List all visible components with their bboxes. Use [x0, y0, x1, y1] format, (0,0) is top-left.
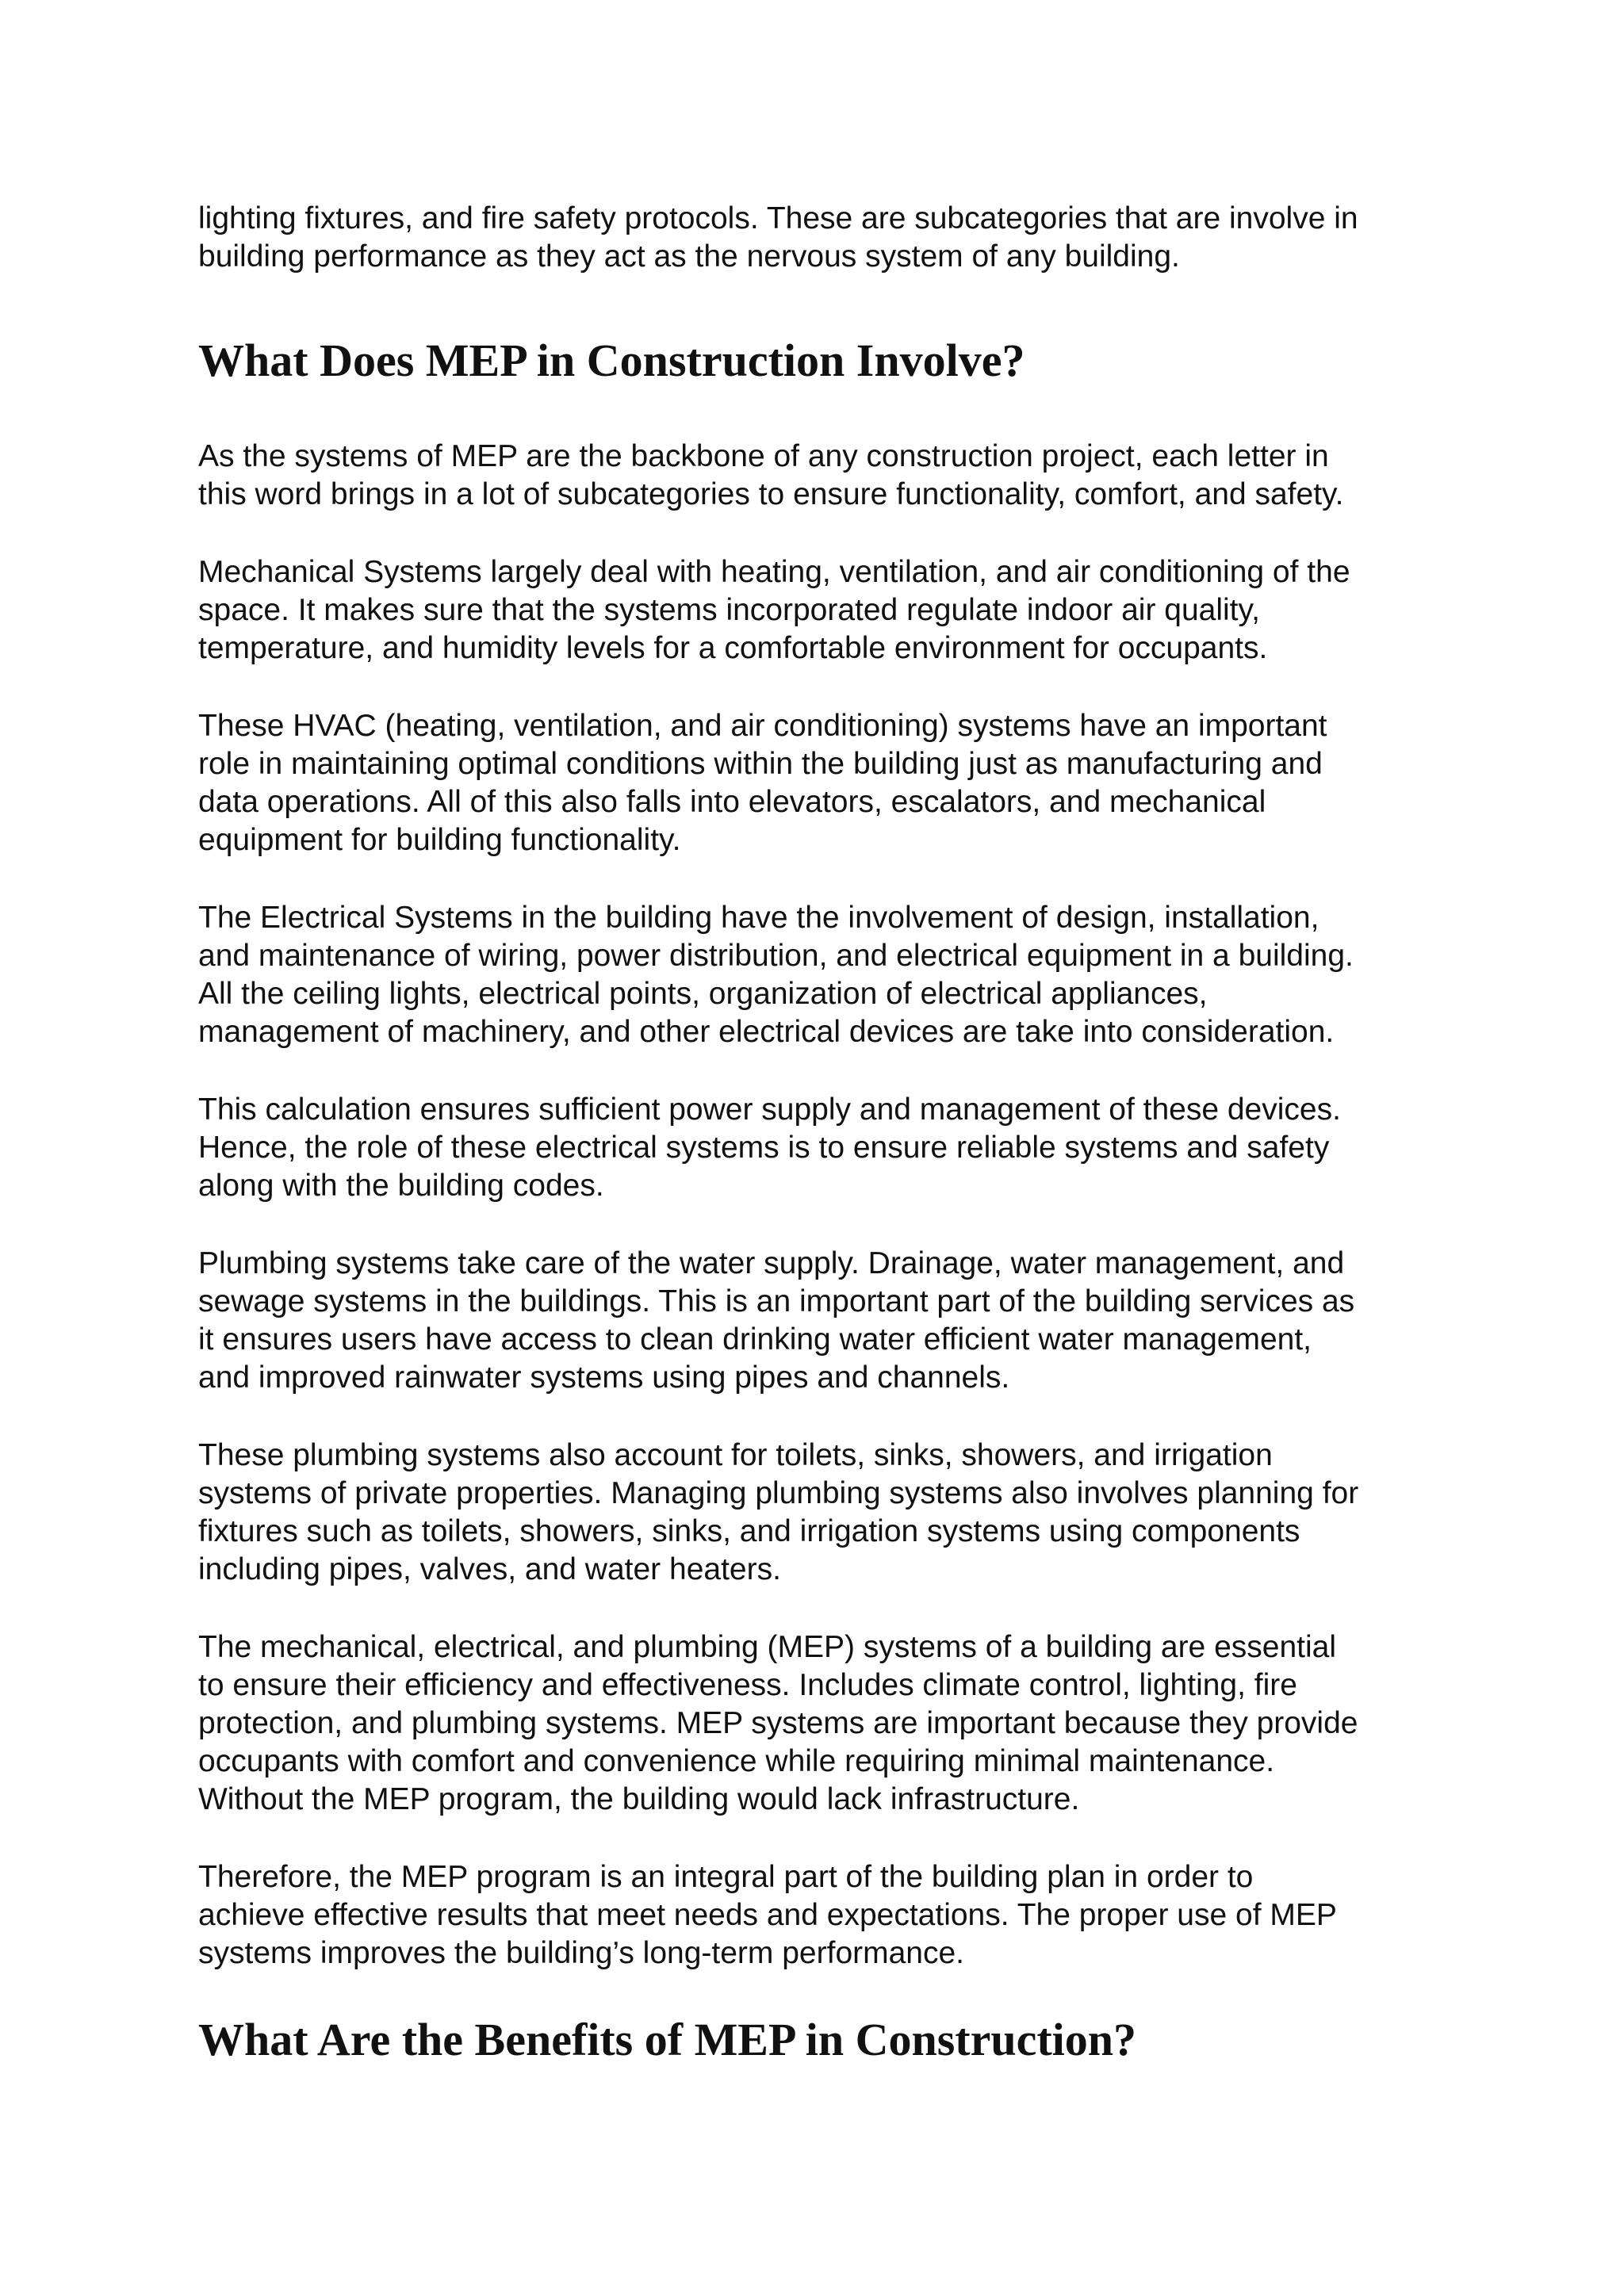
- text-line: along with the building codes.: [198, 1169, 604, 1203]
- text-line: it ensures users have access to clean drinking water efficient water management,: [198, 1322, 1312, 1357]
- text-line: to ensure their efficiency and effectiveness. Includes climate control, lighting, fire: [198, 1668, 1297, 1702]
- text-line: temperature, and humidity levels for a comfortable environment for occupants.: [198, 631, 1268, 665]
- paragraph-plumbing-fixtures: [198, 1437, 1451, 1589]
- paragraph-power-supply: [198, 1091, 1451, 1205]
- text-line: fixtures such as toilets, showers, sinks, and irrigation systems using components: [198, 1514, 1300, 1548]
- text-line: and improved rainwater systems using pipes and channels.: [198, 1360, 1010, 1395]
- text-line: All the ceiling lights, electrical points, organization of electrical appliances,: [198, 977, 1208, 1011]
- paragraph-electrical-systems: [198, 899, 1451, 1051]
- text-line: protection, and plumbing systems. MEP systems are important because they provide: [198, 1706, 1358, 1740]
- text-line: including pipes, valves, and water heaters.: [198, 1552, 781, 1586]
- text-line: occupants with comfort and convenience while requiring minimal maintenance.: [198, 1744, 1275, 1778]
- text-line: data operations. All of this also falls into elevators, escalators, and mechanical: [198, 785, 1266, 819]
- document-content: [198, 200, 1451, 2117]
- text-line: These HVAC (heating, ventilation, and air conditioning) systems have an important: [198, 709, 1327, 743]
- text-line: equipment for building functionality.: [198, 823, 681, 857]
- paragraph-plumbing-systems: [198, 1245, 1451, 1397]
- section-heading-mep-involve: What Does MEP in Construction Involve?: [198, 335, 1025, 386]
- intro-paragraph: [198, 200, 1451, 276]
- text-line: management of machinery, and other electrical devices are take into consideration.: [198, 1015, 1335, 1049]
- paragraph-mep-integral: [198, 1858, 1451, 1973]
- text-line: Plumbing systems take care of the water supply. Drainage, water management, and: [198, 1246, 1345, 1280]
- text-line: role in maintaining optimal conditions within the building just as manufacturing and: [198, 747, 1323, 781]
- text-line: These plumbing systems also account for toilets, sinks, showers, and irrigation: [198, 1438, 1273, 1472]
- text-line: achieve effective results that meet needs and expectations. The proper use of MEP: [198, 1898, 1337, 1932]
- paragraph-mechanical-systems: [198, 553, 1451, 668]
- text-line: systems improves the building’s long-term performance.: [198, 1936, 965, 1970]
- text-line: Therefore, the MEP program is an integral part of the building plan in order to: [198, 1860, 1254, 1894]
- text-line: This calculation ensures sufficient power supply and management of these devices.: [198, 1093, 1341, 1127]
- text-line: Mechanical Systems largely deal with heating, ventilation, and air conditioning of the: [198, 555, 1350, 589]
- paragraph-backbone: [198, 438, 1451, 514]
- text-line: and maintenance of wiring, power distribution, and electrical equipment in a building.: [198, 939, 1354, 973]
- text-line: lighting fixtures, and fire safety protocols. These are subcategories that are involve in: [198, 201, 1358, 235]
- text-line: space. It makes sure that the systems incorporated regulate indoor air quality,: [198, 593, 1260, 627]
- paragraph-hvac: [198, 707, 1451, 859]
- text-line: this word brings in a lot of subcategories to ensure functionality, comfort, and safety.: [198, 477, 1344, 511]
- text-line: Without the MEP program, the building would lack infrastructure.: [198, 1782, 1080, 1816]
- text-line: building performance as they act as the nervous system of any building.: [198, 239, 1180, 274]
- text-line: As the systems of MEP are the backbone of any construction project, each letter in: [198, 439, 1329, 473]
- paragraph-mep-essential: [198, 1628, 1451, 1819]
- text-line: systems of private properties. Managing plumbing systems also involves planning for: [198, 1476, 1359, 1510]
- section-heading-mep-benefits: What Are the Benefits of MEP in Construction?: [198, 2014, 1137, 2065]
- text-line: Hence, the role of these electrical systems is to ensure reliable systems and safety: [198, 1131, 1330, 1165]
- text-line: The mechanical, electrical, and plumbing (MEP) systems of a building are essential: [198, 1630, 1337, 1664]
- text-line: The Electrical Systems in the building have the involvement of design, installation,: [198, 901, 1320, 935]
- text-line: sewage systems in the buildings. This is an important part of the building services as: [198, 1284, 1355, 1318]
